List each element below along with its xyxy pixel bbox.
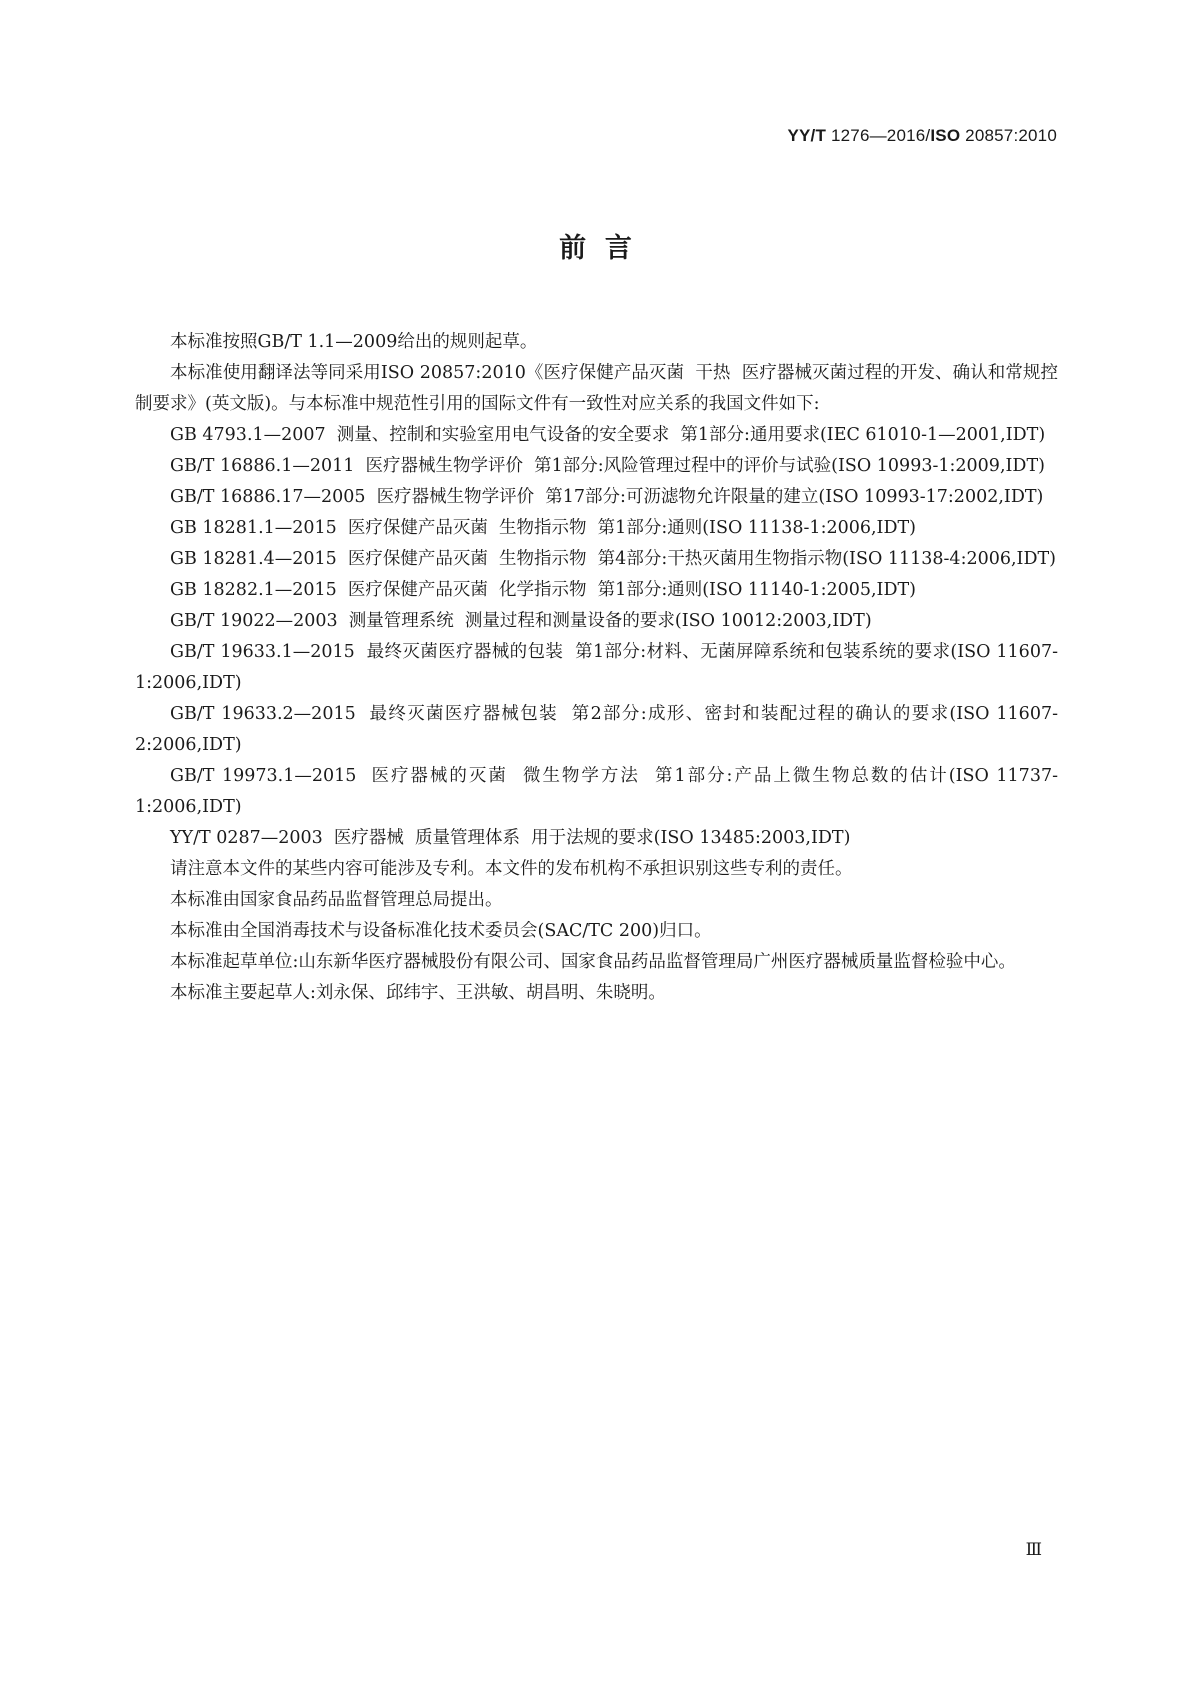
paragraph-drafting-units: 本标准起草单位:山东新华医疗器械股份有限公司、国家食品药品监督管理局广州医疗器械质量监督检验中心。 [170, 952, 1016, 972]
reference-gb-18281-1: GB 18281.1—2015 医疗保健产品灭菌 生物指示物 第1部分:通则(ISO 11138-1:2006,IDT) [170, 518, 917, 538]
page-title: 前 言 [559, 233, 632, 264]
paragraph-main-drafters: 本标准主要起草人:刘永保、邱纬宇、王洪敏、胡昌明、朱晓明。 [170, 983, 666, 1003]
reference-gbt-19973-1: GB/T 19973.1—2015 医疗器械的灭菌 微生物学方法 第1部分:产品上微生物总数的估计(ISO 11737-1:2006,IDT) [135, 766, 1058, 817]
reference-gbt-19633-2: GB/T 19633.2—2015 最终灭菌医疗器械包装 第2部分:成形、密封和装配过程的确认的要求(ISO 11607-2:2006,IDT) [135, 704, 1058, 755]
reference-gb-18282-1: GB 18282.1—2015 医疗保健产品灭菌 化学指示物 第1部分:通则(ISO 11140-1:2005,IDT) [170, 580, 917, 600]
reference-gb-4793-1: GB 4793.1—2007 测量、控制和实验室用电气设备的安全要求 第1部分:通用要求(IEC 61010-1—2001,IDT) [170, 425, 1046, 445]
header-iso-prefix: ISO [930, 126, 961, 145]
paragraph-drafting-rules: 本标准按照GB/T 1.1—2009给出的规则起草。 [170, 332, 538, 352]
paragraph-adoption-statement: 本标准使用翻译法等同采用ISO 20857:2010《医疗保健产品灭菌 干热 医疗器械灭菌过程的开发、确认和常规控制要求》(英文版)。与本标准中规范性引用的国际文件有一致性对应关系的我国文件如下: [135, 363, 1058, 414]
reference-gbt-19022: GB/T 19022—2003 测量管理系统 测量过程和测量设备的要求(ISO 10012:2003,IDT) [170, 611, 872, 631]
reference-gbt-16886-1: GB/T 16886.1—2011 医疗器械生物学评价 第1部分:风险管理过程中的评价与试验(ISO 10993-1:2009,IDT) [170, 456, 1045, 476]
reference-yyt-0287: YY/T 0287—2003 医疗器械 质量管理体系 用于法规的要求(ISO 13485:2003,IDT) [170, 828, 851, 848]
page-number: Ⅲ [1025, 1540, 1042, 1559]
paragraph-technical-committee: 本标准由全国消毒技术与设备标准化技术委员会(SAC/TC 200)归口。 [170, 921, 712, 941]
header-code-number: 1276—2016/ [826, 126, 931, 145]
paragraph-patent-notice: 请注意本文件的某些内容可能涉及专利。本文件的发布机构不承担识别这些专利的责任。 [170, 859, 853, 879]
reference-gbt-16886-17: GB/T 16886.17—2005 医疗器械生物学评价 第17部分:可沥滤物允许限量的建立(ISO 10993-17:2002,IDT) [170, 487, 1044, 507]
reference-gbt-19633-1: GB/T 19633.1—2015 最终灭菌医疗器械的包装 第1部分:材料、无菌屏障系统和包装系统的要求(ISO 11607-1:2006,IDT) [135, 642, 1058, 693]
document-code-header [787, 126, 1057, 146]
header-code-prefix: YY/T [787, 126, 827, 145]
paragraph-proposed-by: 本标准由国家食品药品监督管理总局提出。 [170, 890, 503, 910]
reference-gb-18281-4: GB 18281.4—2015 医疗保健产品灭菌 生物指示物 第4部分:干热灭菌用生物指示物(ISO 11138-4:2006,IDT) [170, 549, 1057, 569]
header-iso-number: 20857:2010 [960, 126, 1057, 145]
foreword-body [135, 327, 1058, 1009]
